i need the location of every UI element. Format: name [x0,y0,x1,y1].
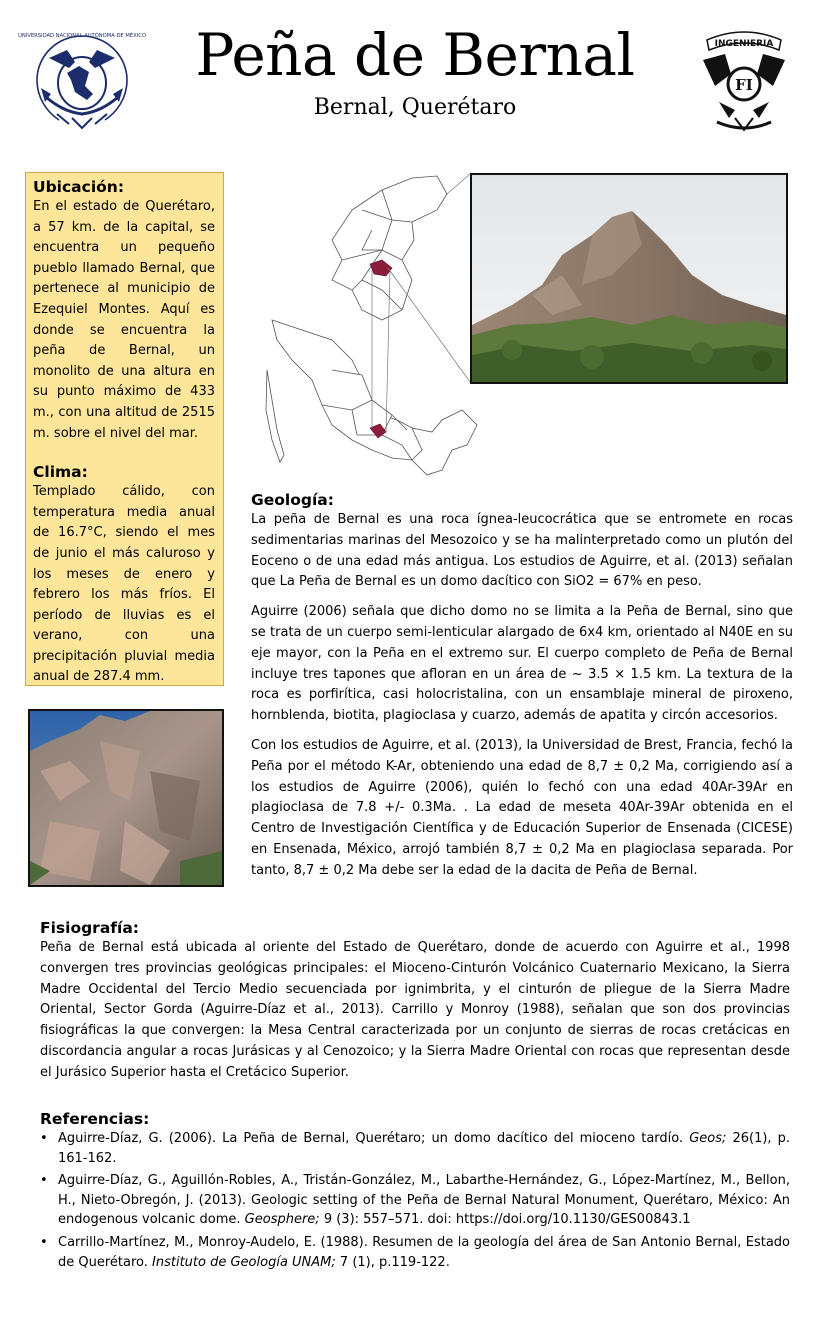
fisiografia-title: Fisiografía: [40,919,140,937]
reference-item [40,1233,790,1272]
referencias-list [40,1129,790,1272]
info-box [25,172,224,686]
page-title: Peña de Bernal [195,21,635,89]
geologia-paragraph: Con los estudios de Aguirre, et al. (2013), la Universidad de Brest, Francia, fechó la Peña por el método K-Ar, obteniendo una edad de 8,7 ± 0,2 Ma, corrigiendo así a los estudios de Aguirre (2006), quién lo fechó con una edad 40Ar-39Ar en plagioclasa de 7.8 +/- 0.3Ma. . La edad de meseta 40Ar-39Ar obtenida en el Centro de Investigación Científica y de Educación Superior de Ensenada (CICESE) en Ensenada, México, arrojó también 8,7 ± 0,2 Ma en plagioclasa separada. Por tanto, 8,7 ± 0,2 Ma debe ser la edad de la dacita de Peña de Bernal. [251,737,793,878]
clima-text: Templado cálido, con temperatura media anual de 16.7°C, siendo el mes de junio el más caluroso y los meses de enero y febrero los más fríos. El período de lluvias es el verano, con una precipitación pluvial media anual de 287.4 mm. [33,484,215,685]
ubicacion-text: En el estado de Querétaro, a 57 km. de la capital, se encuentra un pequeño pueblo llamado Bernal, que pertenece al municipio de Ezequiel Montes. Aquí es donde se encuentra la peña de Bernal, un monolito de una altura en su punto máximo de 433 m., con una altitud de 2515 m. sobre el nivel del mar. [33,199,215,441]
reference-text: Aguirre-Díaz, G. (2006). La Peña de Bernal, Querétaro; un domo dacítico del mioceno tardío. [58,1131,690,1146]
ingenieria-logo [695,26,793,136]
ingenieria-logo-letter: FI [735,76,753,94]
reference-item [40,1171,790,1230]
page-subtitle: Bernal, Querétaro [313,95,517,120]
reference-item [40,1129,790,1168]
bullet-icon: • [40,1131,48,1146]
bullet-icon: • [40,1173,48,1189]
fisiografia-section [40,918,790,1084]
reference-journal: Geosphere; [244,1212,320,1228]
geologia-paragraph: La peña de Bernal es una roca ígnea-leucocrática que se entromete en rocas sedimentarias marinas del Mesozoico y se ha malinterpretado como un plutón del Eoceno o de una edad más antigua. Los estudios de Aguirre, et al. (2013) señalan que La Peña de Bernal es un domo dacítico con SiO2 = 67% en peso. [251,512,793,590]
bullet-icon: • [40,1234,48,1250]
geologia-section [251,490,793,891]
unam-logo-text: UNIVERSIDAD NACIONAL AUTÓNOMA DE MÉXICO [18,33,146,39]
reference-details: 7 (1), p.119-122. [335,1254,450,1270]
rock-photo [28,709,224,887]
reference-details: 9 (3): 557–571. doi: https://doi.org/10.1130/GES00843.1 [319,1212,691,1228]
ingenieria-logo-text: INGENIERIA [714,39,774,49]
unam-logo [18,28,146,134]
referencias-title: Referencias: [40,1110,150,1128]
referencias-section [40,1109,790,1275]
mexico-queretaro-map [262,170,482,492]
reference-journal: Instituto de Geología UNAM; [152,1254,336,1270]
clima-title: Clima: [33,463,88,482]
geologia-paragraph: Aguirre (2006) señala que dicho domo no se limita a la Peña de Bernal, sino que se trata de un cuerpo semi-lenticular alargado de 6x4 km, orientado al N40E en su eje mayor, con la Peña en el extremo sur. El cuerpo completo de Peña de Bernal incluye tres tapones que afloran en un área de ~ 3.5 × 1.5 km. La textura de la roca es porfirítica, casi holocristalina, con un ensamblaje mineral de piroxeno, hornblenda, biotita, plagioclasa y cuarzo, además de apatita y circón accesorios. [251,604,793,724]
mountain-photo [470,173,788,384]
fisiografia-text: Peña de Bernal está ubicada al oriente del Estado de Querétaro, donde de acuerdo con Aguirre et al., 1998 convergen tres provincias geológicas principales: el Mioceno-Cinturón Volcánico Cuaternario Mexicano, la Sierra Madre Occidental del Tercio Medio secuenciada por ignimbrita, y el cinturón de pliegue de la Sierra Madre Oriental, Sector Gorda (Aguirre-Díaz et al., 2013). Carrillo y Monroy (1988), señalan que son dos provincias fisiográficas la que convergen: la Mesa Central caracterizada por un conjunto de sierras de rocas cretácicas en discordancia angular a rocas Jurásicas y al Cenozoico; y la Sierra Madre Oriental con rocas que representan desde el Jurásico Superior hasta el Cretácico Superior. [40,940,790,1080]
reference-text: Carrillo-Martínez, M., Monroy-Audelo, E. (1988). Resumen de la geología del área de San Antonio Bernal, Estado de Querétaro. [58,1234,790,1270]
ubicacion-title: Ubicación: [33,178,125,196]
reference-details: 26(1), p. 161-162. [58,1131,790,1166]
reference-journal: Geos; [689,1131,727,1146]
reference-text: Aguirre-Díaz, G., Aguillón-Robles, A., Tristán-González, M., Labarthe-Hernández, G., López-Martínez, M., Bellon, H., Nieto-Obregón, J. (2013). Geologic setting of the Peña de Bernal Natural Monument, Querétaro, México: An endogenous volcanic dome. [58,1173,790,1228]
geologia-title: Geología: [251,491,334,509]
